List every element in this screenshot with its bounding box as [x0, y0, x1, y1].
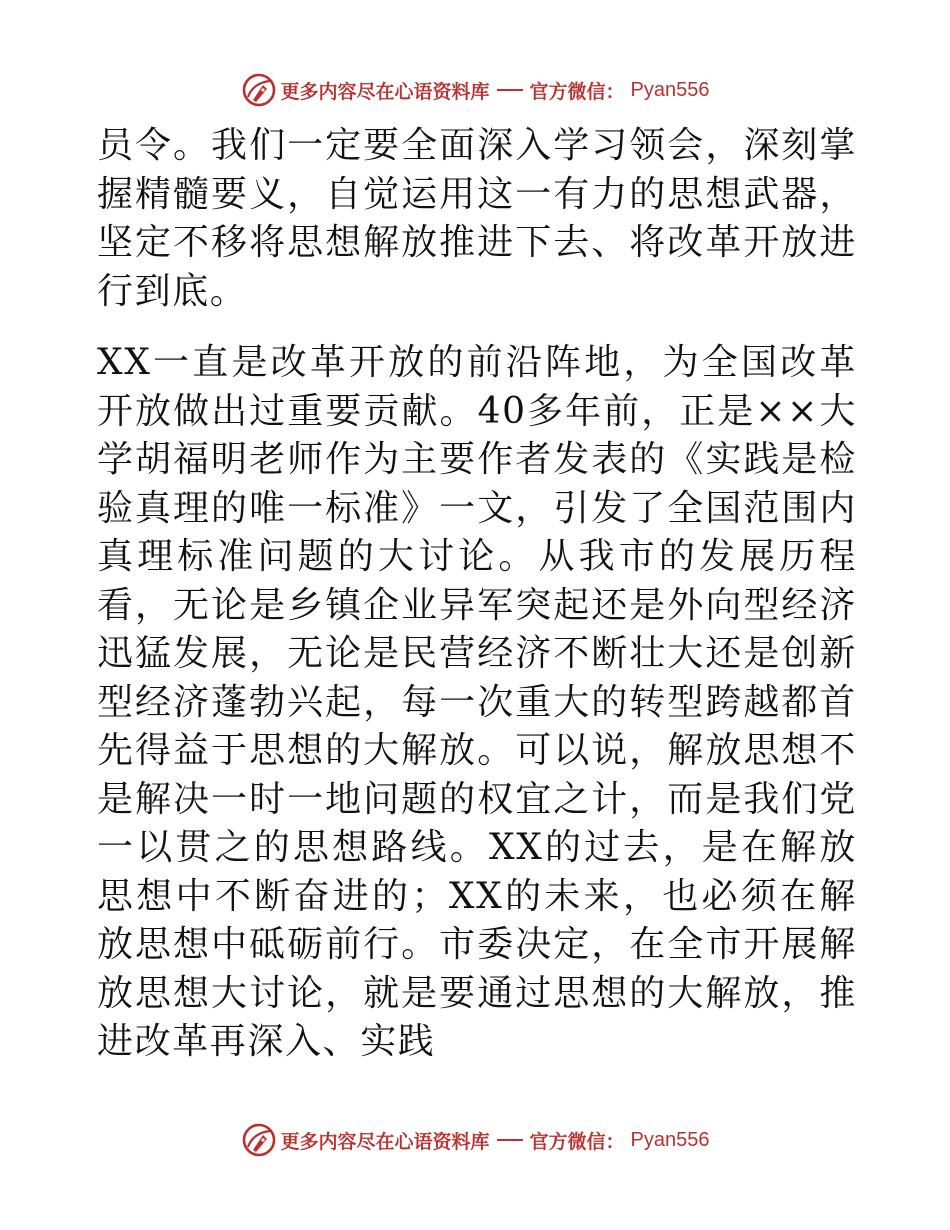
footer-wechat-id: Pyan556: [630, 1128, 710, 1151]
header-banner-text: 更多内容尽在心语资料库: [280, 80, 490, 103]
pen-nib-logo-icon: [241, 72, 277, 108]
footer-official-label: 官方微信：: [529, 1130, 625, 1153]
page-footer: [0, 1120, 950, 1160]
pen-nib-logo-icon: [241, 1122, 277, 1158]
paragraph-1: 员令。我们一定要全面深入学习领会，深刻掌握精髓要义，自觉运用这一有力的思想武器，坚定不移将思想解放推进下去、将改革开放进行到底。: [97, 125, 857, 312]
footer-banner-text: 更多内容尽在心语资料库: [280, 1130, 490, 1153]
header-wechat-id: Pyan556: [630, 78, 710, 101]
header-banner-divider: [497, 89, 523, 91]
footer-banner: [241, 1122, 710, 1158]
document-body: [97, 122, 857, 1067]
footer-banner-divider: [497, 1139, 523, 1141]
paragraph-2: XX一直是改革开放的前沿阵地，为全国改革开放做出过重要贡献。40多年前，正是××大学胡福明老师作为主要作者发表的《实践是检验真理的唯一标准》一文，引发了全国范围内真理标准问题的大讨论。从我市的发展历程看，无论是乡镇企业异军突起还是外向型经济迅猛发展，无论是民营经济不断壮大还是创新型经济蓬勃兴起，每一次重大的转型跨越都首先得益于思想的大解放。可以说，解放思想不是解决一时一地问题的权宜之计，而是我们党一以贯之的思想路线。XX的过去，是在解放思想中不断奋进的；XX的未来，也必须在解放思想中砥砺前行。市委决定，在全市开展解放思想大讨论，就是要通过思想的大解放，推进改革再深入、实践: [97, 342, 857, 1062]
header-banner: [241, 72, 710, 108]
header-official-label: 官方微信：: [529, 80, 625, 103]
page-header: [0, 70, 950, 110]
